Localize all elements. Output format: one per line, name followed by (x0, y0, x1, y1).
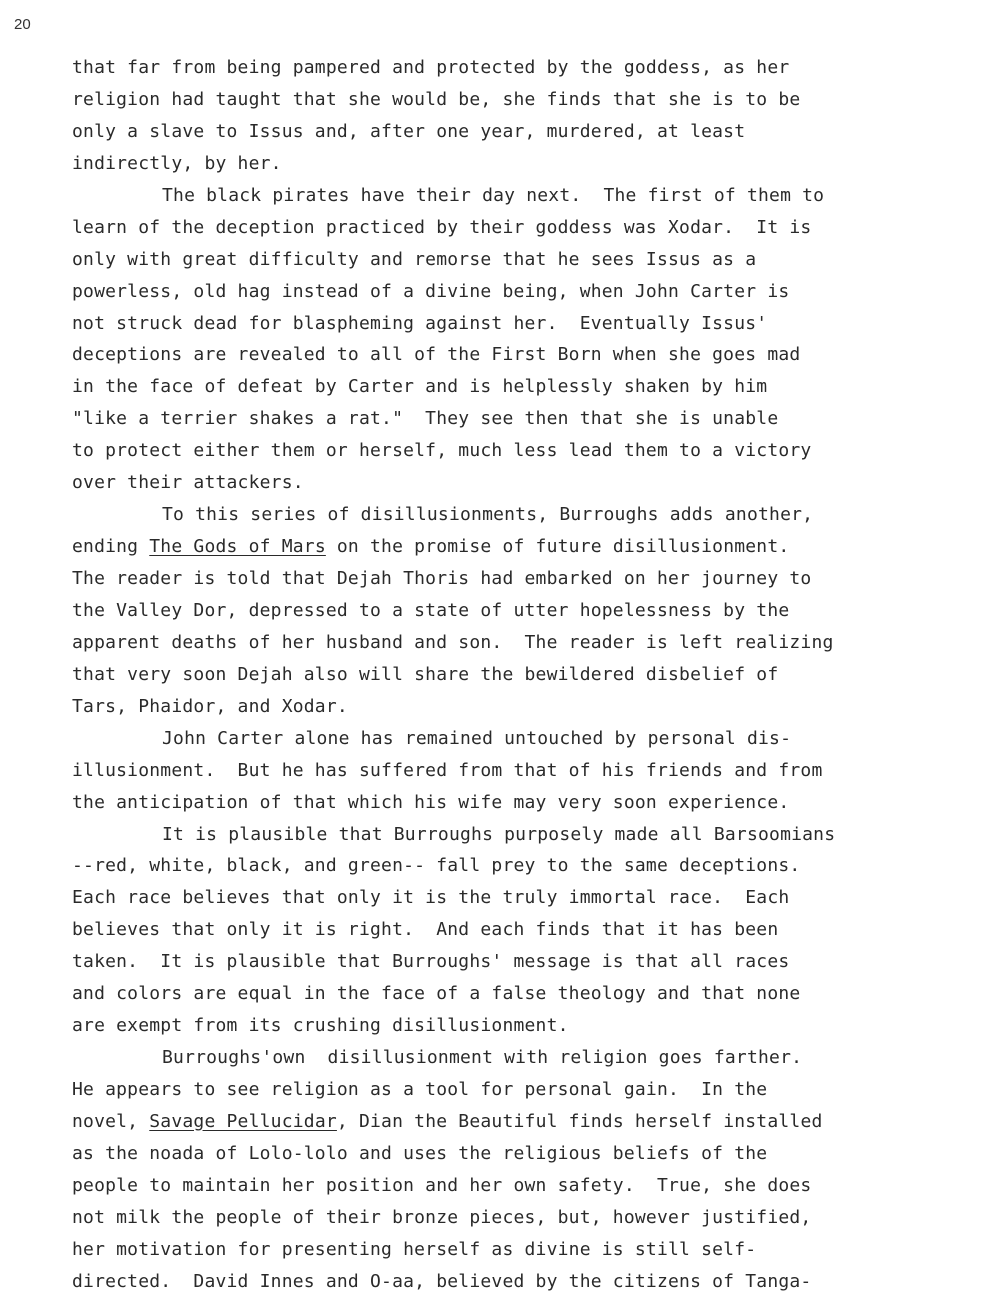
text-segment: ending (72, 536, 150, 558)
text-line: the anticipation of that which his wife may very soon experience. (72, 791, 790, 813)
text-line: people to maintain her position and her own safety. True, she does (72, 1174, 812, 1196)
text-line: not milk the people of their bronze pieces, but, however justified, (72, 1206, 812, 1228)
text-line: only a slave to Issus and, after one year, murdered, at least (72, 120, 746, 142)
text-line: in the face of defeat by Carter and is helplessly shaken by him (72, 376, 768, 398)
text-line: her motivation for presenting herself as divine is still self- (72, 1238, 757, 1260)
text-line: believes that only it is right. And each finds that it has been (72, 919, 779, 941)
text-line: Tars, Phaidor, and Xodar. (72, 695, 348, 717)
text-line: learn of the deception practiced by their goddess was Xodar. It is (72, 216, 812, 238)
text-line: The black pirates have their day next. The first of them to (162, 184, 825, 206)
text-line: that very soon Dejah also will share the bewildered disbelief of (72, 663, 779, 685)
text-line: religion had taught that she would be, she finds that she is to be (72, 88, 801, 110)
text-line: To this series of disillusionments, Burroughs adds another, (162, 504, 814, 526)
text-line: The reader is told that Dejah Thoris had embarked on her journey to (72, 568, 812, 589)
text-line: and colors are equal in the face of a false theology and that none (72, 983, 801, 1005)
text-line: deceptions are revealed to all of the First Born when she goes mad (72, 344, 801, 366)
text-line: John Carter alone has remained untouched by personal dis- (162, 727, 792, 749)
text-segment: , Dian the Beautiful finds herself installed (336, 1110, 823, 1132)
text-line (72, 531, 992, 563)
text-line: Burroughs'own disillusionment with religion goes farther. (162, 1047, 803, 1069)
text-line: not struck dead for blaspheming against her. Eventually Issus' (72, 312, 768, 334)
text-line: over their attackers. (72, 472, 304, 494)
text-line: powerless, old hag instead of a divine being, when John Carter is (72, 280, 790, 302)
text-line: Each race believes that only it is the truly immortal race. Each (72, 887, 790, 909)
text-line: apparent deaths of her husband and son. The reader is left realizing (72, 631, 834, 653)
text-line: the Valley Dor, depressed to a state of utter hopelessness by the (72, 599, 790, 621)
text-line: "like a terrier shakes a rat." They see then that she is unable (72, 408, 779, 430)
text-segment: novel, (72, 1110, 150, 1132)
book-title: Savage Pellucidar (149, 1110, 337, 1132)
text-line: that far from being pampered and protected by the goddess, as her (72, 57, 790, 78)
page-number: 20 (14, 16, 31, 33)
text-line: only with great difficulty and remorse that he sees Issus as a (72, 248, 757, 270)
text-line: --red, white, black, and green-- fall prey to the same deceptions. (72, 855, 801, 877)
text-line: directed. David Innes and O-aa, believed by the citizens of Tanga- (72, 1270, 812, 1292)
text-line: illusionment. But he has suffered from that of his friends and from (72, 759, 823, 781)
text-segment: on the promise of future disillusionment. (325, 536, 790, 558)
text-line: indirectly, by her. (72, 152, 282, 174)
text-line: to protect either them or herself, much less lead them to a victory (72, 440, 812, 462)
text-line: are exempt from its crushing disillusionment. (72, 1015, 569, 1037)
text-line: taken. It is plausible that Burroughs' message is that all races (72, 951, 790, 973)
text-line: It is plausible that Burroughs purposely made all Barsoomians (162, 823, 836, 845)
text-line: as the noada of Lolo-lolo and uses the religious beliefs of the (72, 1142, 768, 1164)
body-text (72, 52, 992, 1298)
book-title: The Gods of Mars (149, 536, 326, 558)
text-line (72, 1106, 992, 1138)
text-line: He appears to see religion as a tool for personal gain. In the (72, 1079, 768, 1100)
